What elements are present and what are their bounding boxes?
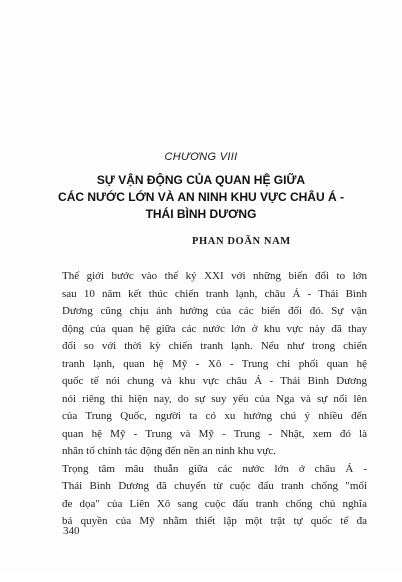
text-line: đổi so với thời kỳ chiến tranh lạnh. Nếu như trong chiến (62, 340, 367, 352)
chapter-title-line: THÁI BÌNH DƯƠNG (145, 207, 257, 221)
chapter-title (20, 172, 382, 223)
chapter-title-line: CÁC NƯỚC LỚN VÀ AN NINH KHU VỰC CHÂU Á - (58, 190, 344, 204)
text-line: động của quan hệ giữa các nước lớn ở khu vực này đã thay (62, 322, 367, 335)
text-line: Thế giới bước vào thế kỷ XXI với những biến đổi to lớn (62, 270, 367, 282)
chapter-label: CHƯƠNG VIII (164, 151, 238, 163)
text-line: Thái Bình Dương đã chuyển từ cuộc đấu tranh chống "mối (62, 480, 367, 492)
text-line: Dương cũng chịu ảnh hưởng của các biến đổi đó. Sự vận (62, 305, 367, 317)
text-line: tranh lạnh, quan hệ Mỹ - Xô - Trung chi phối quan hệ (62, 357, 367, 370)
text-line: nói riêng thì hiện nay, do sự suy yếu của Nga và sự nổi lên (62, 392, 367, 405)
text-line: của Trung Quốc, người ta có xu hướng chú ý nhiều đến (62, 410, 367, 422)
body-text (62, 268, 367, 531)
text-line: đe dọa" của Liên Xô sang cuộc đấu tranh chống chủ nghĩa (62, 497, 367, 510)
page-bottom-edge (0, 572, 402, 582)
chapter-title-line: SỰ VẬN ĐỘNG CỦA QUAN HỆ GIỮA (96, 173, 306, 187)
text-line: sau 10 năm kết thúc chiến tranh lạnh, châu Á - Thái Bình (62, 287, 367, 300)
text-line: bá quyền của Mỹ nhằm thiết lập một trật tự quốc tế đa (62, 515, 367, 527)
text-line: Trọng tâm mâu thuẫn giữa các nước lớn ở châu Á - (62, 462, 367, 475)
text-line: nhân tố chính tác động đến nền an ninh khu vực. (62, 445, 276, 457)
text-line: quan hệ Mỹ - Trung và Mỹ - Trung - Nhật, xem đó là (62, 427, 367, 440)
page-number: 340 (63, 525, 80, 537)
author-name: PHAN DOÃN NAM (192, 236, 291, 247)
text-line: quốc tế nói chung và khu vực châu Á - Thái Bình Dương (62, 375, 367, 387)
